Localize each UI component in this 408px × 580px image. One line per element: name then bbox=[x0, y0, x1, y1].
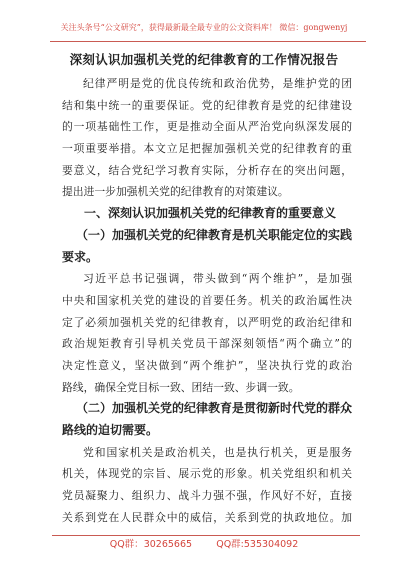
document-body bbox=[62, 73, 352, 528]
body-line: 提出进一步加强机关党的纪律教育的对策建议。 bbox=[62, 185, 289, 199]
footer-rule bbox=[52, 535, 360, 536]
qq-group-number: 30265665 bbox=[143, 539, 193, 550]
body-line: 机关，体现党的宗旨、展示党的形象。机关党组织和机关 bbox=[62, 467, 352, 481]
body-line: 要意义，结合党纪学习教育实际，分析存在的突出问题， bbox=[62, 163, 352, 177]
qq-group-label: QQ群: bbox=[216, 539, 244, 550]
subsection-heading: 要求。 bbox=[62, 249, 99, 264]
body-line: 的一项基础性工作，更是推动全面从严治党向纵深发展的 bbox=[62, 120, 352, 134]
body-line: 中央和国家机关党的建设的首要任务。机关的政治属性决 bbox=[62, 293, 352, 307]
body-line: 政治规矩教育引导机关党员干部深刻领悟“两个确立”的 bbox=[62, 337, 352, 351]
footer-contact bbox=[0, 538, 408, 552]
section-heading: 一、深刻认识加强机关党的纪律教育的重要意义 bbox=[84, 206, 337, 221]
subsection-heading: 路线的迫切需要。 bbox=[62, 423, 159, 437]
body-line: 纪律严明是党的优良传统和政治优势，是维护党的团 bbox=[83, 77, 352, 90]
body-line: 一项重要举措。本文立足把握加强机关党的纪律教育的重 bbox=[62, 142, 352, 156]
body-line: 党员凝聚力、组织力、战斗力强不强，作风好不好，直接 bbox=[62, 489, 352, 503]
body-line: 路线，确保全党目标一致、团结一致、步调一致。 bbox=[62, 380, 300, 394]
body-line: 决定性意义，坚决做到“两个维护”，坚决执行党的政治 bbox=[62, 358, 352, 372]
header-banner: 关注头条号“公文研究”，获得最新最全最专业的公文资料库！ 微信：gongwenyj bbox=[60, 23, 348, 32]
document-title: 深刻认识加强机关党的纪律教育的工作情况报告 bbox=[69, 52, 339, 67]
subsection-heading: （二）加强机关党的纪律教育是贯彻新时代党的群众 bbox=[76, 401, 352, 416]
body-line: 党和国家机关是政治机关，也是执行机关，更是服务 bbox=[83, 445, 352, 459]
body-line: 定了必须加强机关党的纪律教育，以严明党的政治纪律和 bbox=[62, 315, 352, 329]
body-line: 关系到党在人民群众中的威信，关系到党的执政地位。加 bbox=[62, 510, 352, 524]
qq-group-label: QQ群： bbox=[109, 539, 144, 550]
subsection-heading: （一）加强机关党的纪律教育是机关职能定位的实践 bbox=[76, 227, 352, 242]
body-line: 习近平总书记强调，带头做到“两个维护”，是加强 bbox=[83, 272, 352, 286]
body-line: 结和集中统一的重要保证。党的纪律教育是党的纪律建设 bbox=[62, 98, 352, 112]
header-rule bbox=[50, 41, 366, 42]
qq-group-number: 535304092 bbox=[243, 539, 299, 550]
